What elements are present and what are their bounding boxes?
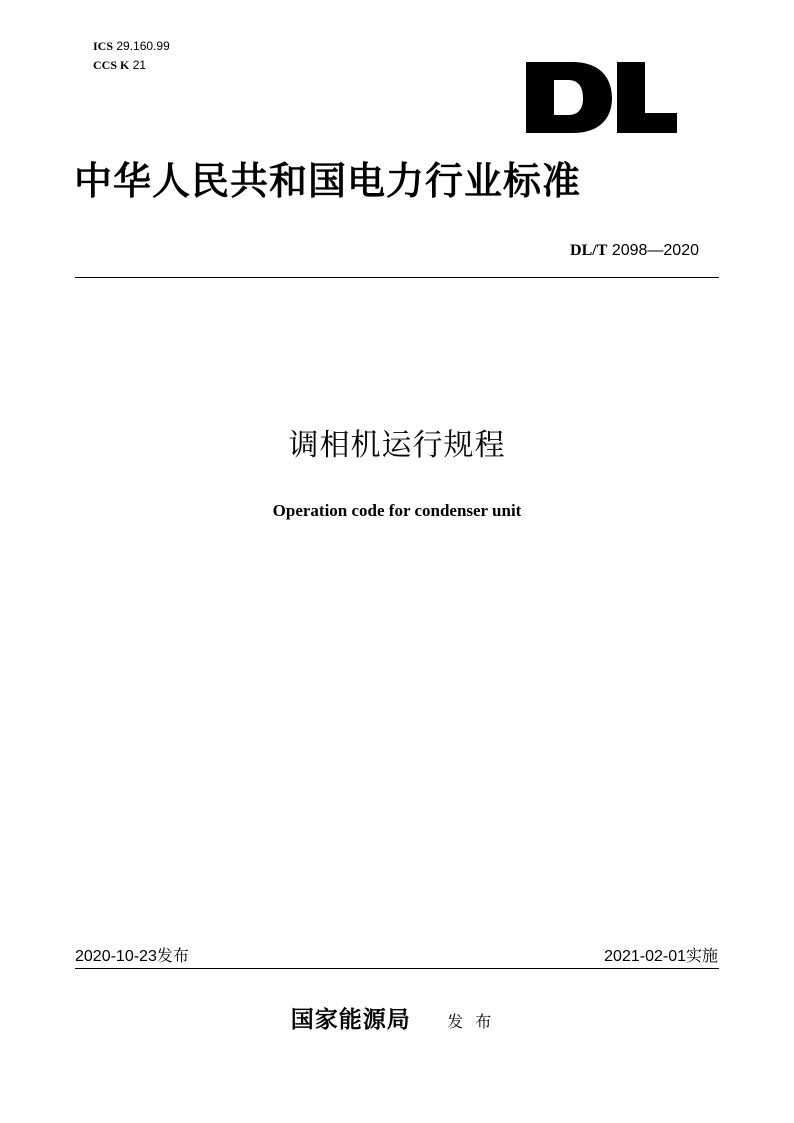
document-title-chinese: 调相机运行规程	[288, 428, 506, 463]
ccs-label: CCS K	[93, 58, 130, 72]
issue-date	[75, 945, 189, 968]
publish-action: 发布	[447, 1012, 504, 1031]
footer-divider	[75, 968, 719, 969]
dl-logo-letter-d	[526, 62, 612, 133]
implementation-date-value: 2021-02-01	[604, 948, 686, 965]
document-title-english: Operation code for condenser unit	[272, 501, 522, 520]
publisher-name: 国家能源局	[290, 1006, 411, 1033]
issue-date-label: 发布	[156, 946, 189, 965]
ics-classification	[93, 38, 170, 54]
issue-date-value: 2020-10-23	[75, 948, 157, 965]
ics-value: 29.160.99	[116, 39, 170, 53]
ccs-classification	[93, 57, 146, 73]
ccs-value: 21	[132, 58, 147, 72]
implementation-date	[604, 945, 718, 968]
standard-category-title: 中华人民共和国电力行业标准	[74, 159, 582, 203]
dl-logo	[524, 60, 679, 135]
dl-logo-letter-l	[617, 62, 677, 133]
implementation-date-label: 实施	[685, 946, 718, 965]
ics-label: ICS	[93, 39, 114, 53]
standard-code: 2098—2020	[611, 242, 699, 259]
standard-number	[570, 241, 699, 261]
header-divider	[75, 277, 719, 278]
publisher-row	[0, 1003, 794, 1039]
standard-prefix: DL/T	[570, 242, 608, 259]
